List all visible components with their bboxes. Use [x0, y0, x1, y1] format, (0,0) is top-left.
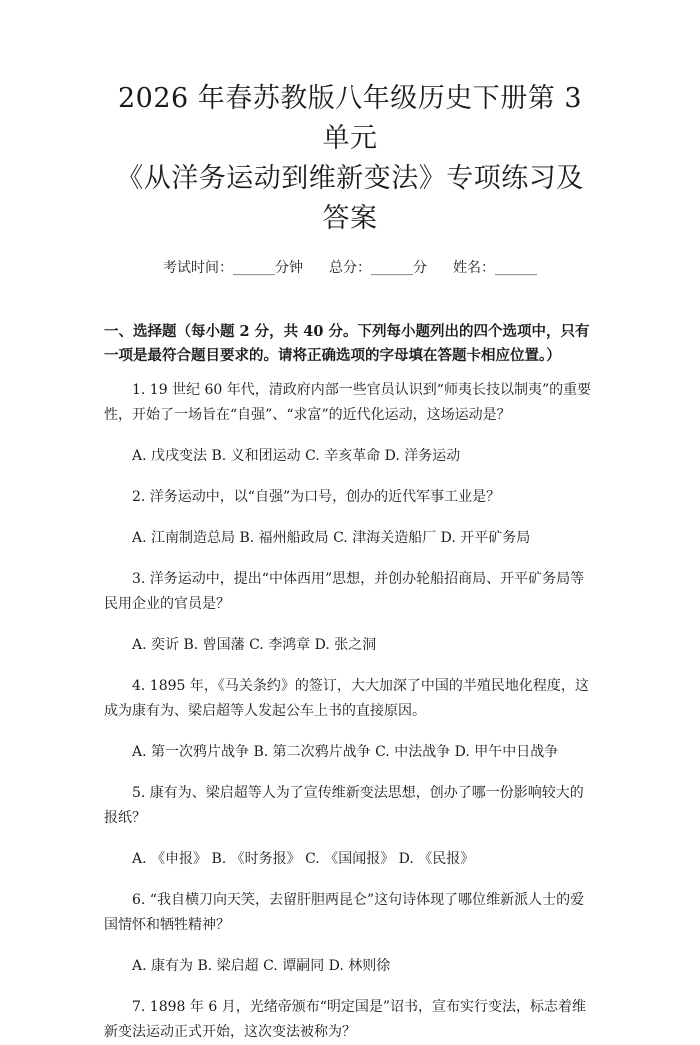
exam-time-field: 考试时间：______分钟: [163, 260, 303, 276]
student-name-field: 姓名：______: [453, 260, 537, 276]
question-stem: 4. 1895 年，《马关条约》的签订，大大加深了中国的半殖民地化程度，这成为康有为、梁启超等人发起公车上书的直接原因。: [104, 678, 589, 719]
question-options: A. 奕䜣 B. 曾国藩 C. 李鸿章 D. 张之洞: [132, 637, 377, 653]
question-options: A. 康有为 B. 梁启超 C. 谭嗣同 D. 林则徐: [132, 958, 391, 974]
document-title-line-2: 《从洋务运动到维新变法》专项练习及答案: [116, 163, 584, 234]
question-stem: 1. 19 世纪 60 年代，清政府内部一些官员认识到“师夷长技以制夷”的重要性，开始了一场旨在“自强”、“求富”的近代化运动，这场运动是？: [104, 382, 592, 423]
question-stem: 3. 洋务运动中，提出“中体西用”思想，并创办轮船招商局、开平矿务局等民用企业的官员是？: [104, 571, 585, 612]
question-stem: 5. 康有为、梁启超等人为了宣传维新变法思想，创办了哪一份影响较大的报纸？: [104, 785, 584, 826]
question-options: A. 江南制造总局 B. 福州船政局 C. 津海关造船厂 D. 开平矿务局: [132, 530, 531, 546]
question-stem: 2. 洋务运动中，以“自强”为口号，创办的近代军事工业是？: [132, 489, 501, 505]
question-options: A. 《申报》 B. 《时务报》 C. 《国闻报》 D. 《民报》: [132, 851, 475, 867]
question-stem: 6. “我自横刀向天笑，去留肝胆两昆仑”这句诗体现了哪位维新派人士的爱国情怀和牺牲精神？: [104, 892, 585, 933]
document-title-line-1: 2026 年春苏教版八年级历史下册第 3 单元: [117, 83, 583, 154]
question-options: A. 第一次鸦片战争 B. 第二次鸦片战争 C. 中法战争 D. 甲午中日战争: [132, 744, 559, 760]
total-score-field: 总分：______分: [329, 260, 427, 276]
section-heading: 一、选择题（每小题 2 分，共 40 分。下列每小题列出的四个选项中，只有一项是最符合题目要求的。请将正确选项的字母填在答题卡相应位置。）: [104, 323, 590, 364]
question-stem: 7. 1898 年 6 月，光绪帝颁布“明定国是”诏书，宣布实行变法，标志着维新变法运动正式开始，这次变法被称为？: [104, 999, 587, 1040]
question-options: A. 戊戌变法 B. 义和团运动 C. 辛亥革命 D. 洋务运动: [132, 448, 461, 464]
exam-meta: [104, 257, 596, 277]
